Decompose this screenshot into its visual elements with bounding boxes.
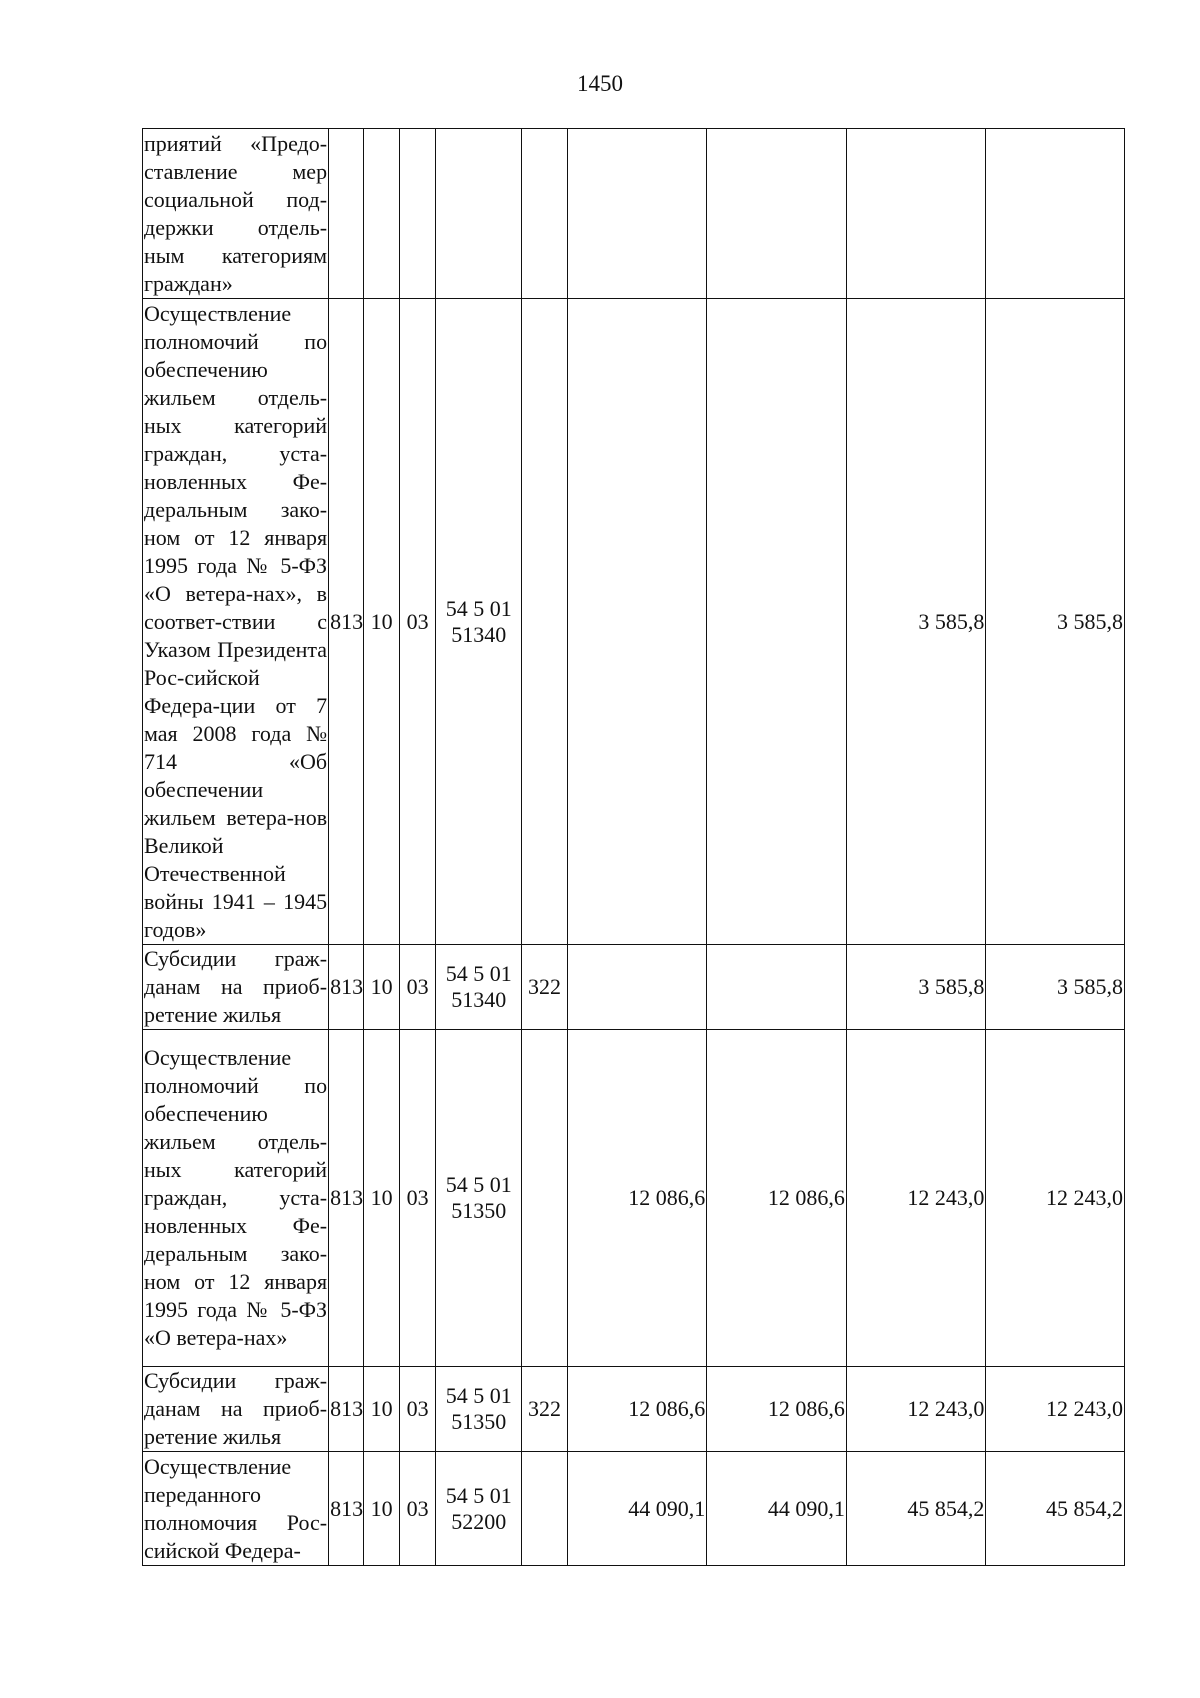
- target-article-line-2: 52200: [451, 1508, 507, 1534]
- target-article-cell: [436, 1030, 522, 1367]
- target-article-cell: [436, 1452, 522, 1566]
- amount-cell-1: 44 090,1: [567, 1452, 707, 1566]
- subsection-code-cell: 03: [399, 299, 435, 945]
- amount-cell-2: [707, 299, 847, 945]
- table-row: [143, 1030, 1125, 1367]
- page-number: 1450: [577, 71, 623, 96]
- subsection-code-cell: 03: [399, 945, 435, 1030]
- target-article-line-2: 51350: [451, 1409, 507, 1434]
- section-code-cell: 10: [364, 1452, 399, 1566]
- amount-cell-2: 12 086,6: [707, 1030, 847, 1367]
- amount-cell-4: 12 243,0: [986, 1367, 1125, 1452]
- table-row: [143, 129, 1125, 299]
- amount-cell-1: [567, 129, 707, 299]
- section-code-cell: 10: [364, 945, 399, 1030]
- target-article-cell: [436, 299, 522, 945]
- target-article-cell: [436, 945, 522, 1030]
- amount-cell-3: 12 243,0: [846, 1367, 986, 1452]
- subsection-code-cell: 03: [399, 1030, 435, 1367]
- amount-cell-3: 3 585,8: [846, 299, 986, 945]
- section-code-cell: 10: [364, 1367, 399, 1452]
- ministry-code-cell: 813: [329, 1367, 364, 1452]
- row-name-cell: Осуществление переданного полномочия Рос-сийской Федера-: [143, 1452, 329, 1566]
- amount-cell-4: [986, 129, 1125, 299]
- ministry-code-cell: 813: [329, 945, 364, 1030]
- subsection-code-cell: 03: [399, 1452, 435, 1566]
- table-row: [143, 945, 1125, 1030]
- ministry-code-cell: 813: [329, 299, 364, 945]
- table-body: [143, 129, 1125, 1566]
- amount-cell-1: 12 086,6: [567, 1367, 707, 1452]
- target-article-line-2: 51340: [451, 987, 507, 1012]
- target-article-line-1: 54 5 01: [445, 1172, 512, 1197]
- subsection-code-cell: 03: [399, 1367, 435, 1452]
- table-row: [143, 299, 1125, 945]
- target-article-line-2: 51340: [451, 621, 507, 647]
- target-article-line-2: 51350: [451, 1198, 507, 1223]
- target-article-cell: [436, 129, 522, 299]
- expense-type-cell: [522, 129, 568, 299]
- amount-cell-3: 12 243,0: [846, 1030, 986, 1367]
- target-article-line-1: 54 5 01: [445, 1383, 512, 1408]
- amount-cell-1: [567, 299, 707, 945]
- ministry-code-cell: 813: [329, 1452, 364, 1566]
- budget-table: [142, 128, 1125, 1566]
- amount-cell-1: 12 086,6: [567, 1030, 707, 1367]
- amount-cell-3: [846, 129, 986, 299]
- target-article-cell: [436, 1367, 522, 1452]
- target-article-line-1: 54 5 01: [445, 595, 512, 621]
- table-row: [143, 1367, 1125, 1452]
- expense-type-cell: [522, 1030, 568, 1367]
- row-name-cell: Осуществление полномочий по обеспечению жильем отдель-ных категорий граждан, уста-новленных Фе-деральным зако-ном от 12 января 1995 года № 5-ФЗ «О ветера-нах», в соответ-ствии с Указом Президента Рос-сийской Федера-ции от 7 мая 2008 года № 714 «Об обеспечении жильем ветера-нов Великой Отечественной войны 1941 – 1945 годов»: [143, 299, 329, 945]
- target-article-line-1: 54 5 01: [445, 1482, 512, 1508]
- amount-cell-4: 45 854,2: [986, 1452, 1125, 1566]
- row-name-cell: Субсидии граж-данам на приоб-ретение жилья: [143, 1367, 329, 1452]
- amount-cell-2: 12 086,6: [707, 1367, 847, 1452]
- amount-cell-3: 45 854,2: [846, 1452, 986, 1566]
- expense-type-cell: [522, 1452, 568, 1566]
- amount-cell-4: 12 243,0: [986, 1030, 1125, 1367]
- table-row: [143, 1452, 1125, 1566]
- target-article-line-1: 54 5 01: [445, 961, 512, 986]
- section-code-cell: 10: [364, 1030, 399, 1367]
- subsection-code-cell: [399, 129, 435, 299]
- section-code-cell: [364, 129, 399, 299]
- ministry-code-cell: [329, 129, 364, 299]
- section-code-cell: 10: [364, 299, 399, 945]
- row-name-cell: приятий «Предо-ставление мер социальной под-держки отдель-ным категориям граждан»: [143, 129, 329, 299]
- expense-type-cell: 322: [522, 945, 568, 1030]
- amount-cell-4: 3 585,8: [986, 299, 1125, 945]
- expense-type-cell: 322: [522, 1367, 568, 1452]
- expense-type-cell: [522, 299, 568, 945]
- row-name-cell: Осуществление полномочий по обеспечению жильем отдель-ных категорий граждан, уста-новленных Фе-деральным зако-ном от 12 января 1995 года № 5-ФЗ «О ветера-нах»: [143, 1030, 329, 1367]
- amount-cell-4: 3 585,8: [986, 945, 1125, 1030]
- amount-cell-1: [567, 945, 707, 1030]
- amount-cell-3: 3 585,8: [846, 945, 986, 1030]
- amount-cell-2: [707, 129, 847, 299]
- ministry-code-cell: 813: [329, 1030, 364, 1367]
- row-name-cell: Субсидии граж-данам на приоб-ретение жилья: [143, 945, 329, 1030]
- amount-cell-2: [707, 945, 847, 1030]
- amount-cell-2: 44 090,1: [707, 1452, 847, 1566]
